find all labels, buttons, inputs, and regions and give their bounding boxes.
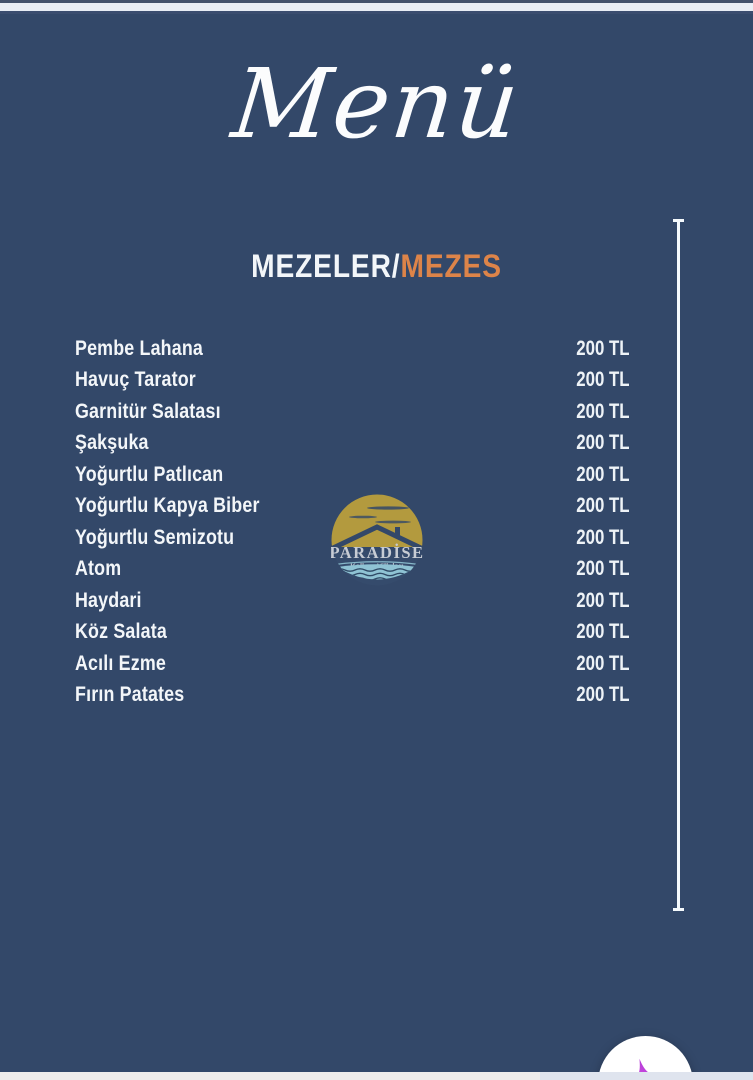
- menu-item-row: [0, 680, 753, 712]
- menu-item-price: 200 TL: [576, 525, 630, 549]
- menu-item-name: Pembe Lahana: [75, 336, 204, 360]
- menu-item-name: Yoğurtlu Semizotu: [75, 525, 235, 549]
- menu-item-name: Acılı Ezme: [75, 651, 166, 675]
- menu-item-row: [0, 428, 753, 460]
- menu-item-price: 200 TL: [576, 494, 630, 518]
- menu-item-price: 200 TL: [576, 368, 630, 392]
- menu-item-row: [0, 648, 753, 680]
- menu-item-row: [0, 459, 753, 491]
- menu-item-price: 200 TL: [576, 557, 630, 581]
- menu-item-price: 200 TL: [576, 431, 630, 455]
- top-inner-border-line: [0, 11, 753, 14]
- menu-item-row: [0, 617, 753, 649]
- menu-script-title: Menü: [227, 48, 526, 160]
- menu-item-row: [0, 333, 753, 365]
- menu-item-price: 200 TL: [576, 336, 630, 360]
- section-heading-english: MEZES: [400, 248, 502, 284]
- menu-item-name: Fırın Patates: [75, 683, 185, 707]
- section-heading-turkish: MEZELER/: [251, 248, 401, 284]
- paradise-logo-icon: [331, 491, 423, 589]
- menu-item-name: Köz Salata: [75, 620, 167, 644]
- paradise-logo: [331, 491, 423, 589]
- menu-item-row: [0, 585, 753, 617]
- menu-item-name: Yoğurtlu Patlıcan: [75, 462, 224, 486]
- menu-item-price: 200 TL: [576, 399, 630, 423]
- top-light-strip: [0, 3, 753, 11]
- menu-item-row: [0, 365, 753, 397]
- menu-item-name: Havuç Tarator: [75, 368, 196, 392]
- menu-item-row: [0, 396, 753, 428]
- menu-item-price: 200 TL: [576, 651, 630, 675]
- bottom-page-edge-right: [540, 1072, 753, 1080]
- menu-item-price: 200 TL: [576, 588, 630, 612]
- menu-item-price: 200 TL: [576, 620, 630, 644]
- paradise-logo-title: PARADİSE: [331, 543, 423, 562]
- vertical-divider-line: [677, 219, 680, 911]
- menu-item-name: Yoğurtlu Kapya Biber: [75, 494, 260, 518]
- section-heading: [0, 248, 753, 285]
- menu-item-name: Şakşuka: [75, 431, 149, 455]
- menu-item-name: Haydari: [75, 588, 142, 612]
- menu-item-name: Garnitür Salatası: [75, 399, 221, 423]
- menu-item-name: Atom: [75, 557, 122, 581]
- menu-item-price: 200 TL: [576, 462, 630, 486]
- menu-item-price: 200 TL: [576, 683, 630, 707]
